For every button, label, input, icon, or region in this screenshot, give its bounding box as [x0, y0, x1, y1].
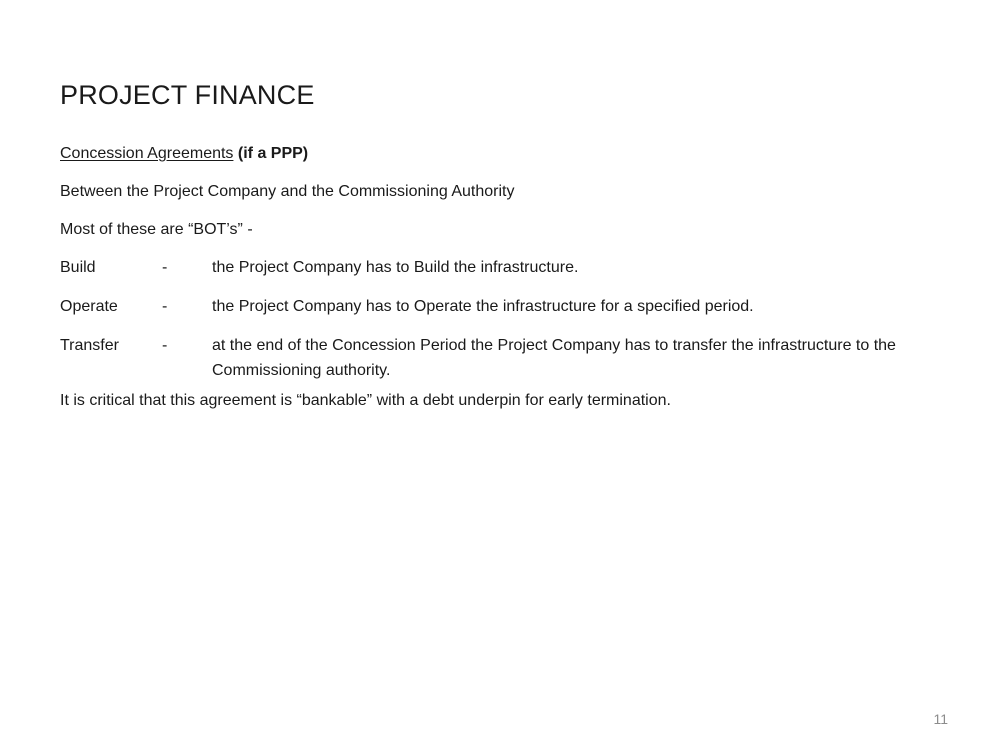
bot-dash: -: [162, 337, 168, 354]
paragraph-closing: It is critical that this agreement is “bankable” with a debt underpin for early termination.: [60, 392, 671, 409]
bot-description: the Project Company has to Build the infrastructure.: [212, 259, 579, 276]
bot-dash: -: [162, 298, 168, 315]
paragraph-between: Between the Project Company and the Commissioning Authority: [60, 183, 515, 200]
bot-dash: -: [162, 259, 168, 276]
bot-term: Transfer: [60, 337, 119, 354]
section-subheading: [60, 143, 308, 165]
bot-term: Build: [60, 259, 96, 276]
bot-description: the Project Company has to Operate the infrastructure for a specified period.: [212, 298, 754, 315]
subheading-underlined-text: Concession Agreements: [60, 145, 234, 162]
paragraph-bot-intro: Most of these are “BOT’s” -: [60, 221, 253, 238]
page-number: 11: [933, 711, 948, 727]
subheading-qualifier: (if a PPP): [237, 145, 309, 162]
bot-description: at the end of the Concession Period the Project Company has to transfer the infrastructure to the Commissioning authority.: [212, 337, 896, 379]
bot-term: Operate: [60, 298, 118, 315]
slide-title: PROJECT FINANCE: [60, 80, 315, 110]
